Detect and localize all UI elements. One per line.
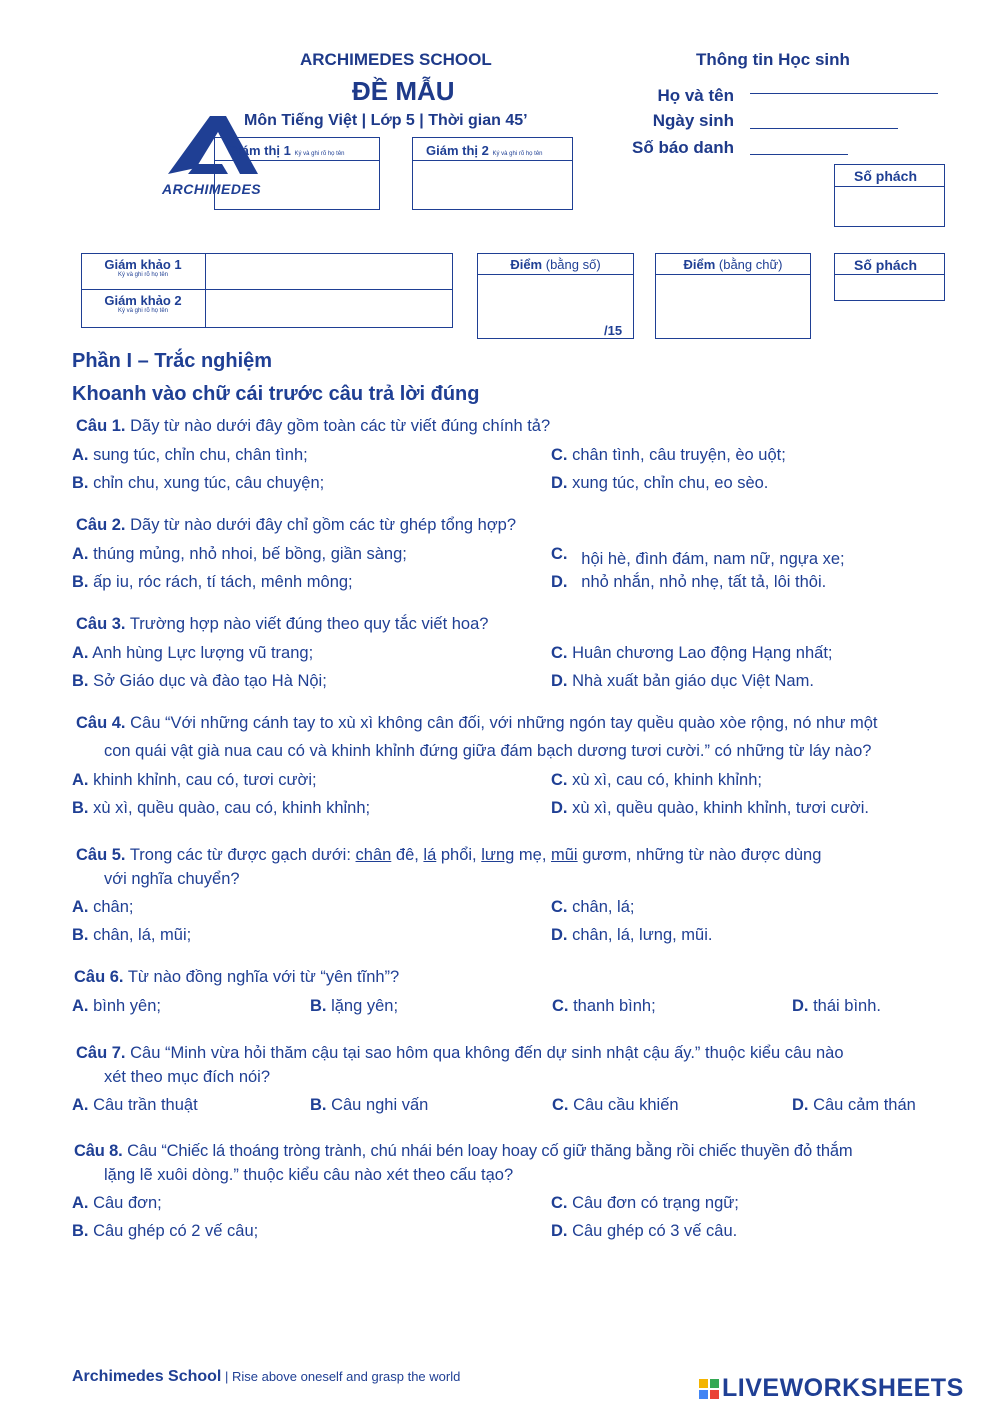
q1-option-c[interactable]: C. chân tình, câu truyện, èo uột; — [551, 446, 786, 464]
q7-option-d[interactable]: D. Câu cảm thán — [792, 1096, 916, 1114]
q5-option-c[interactable]: C. chân, lá; — [551, 898, 635, 916]
student-id-line[interactable] — [750, 153, 848, 155]
q4-option-c[interactable]: C. xù xì, cau có, khinh khỉnh; — [551, 771, 762, 789]
school-name: ARCHIMEDES SCHOOL — [300, 50, 492, 69]
score-number-label: Điểm (bằng số) — [510, 257, 601, 272]
q6-option-b[interactable]: B. lặng yên; — [310, 997, 399, 1015]
question-7: Câu 7. Câu “Minh vừa hỏi thăm cậu tại sao hôm qua không đến dự sinh nhật cậu ấy.” thuộc kiểu câu nào — [76, 1044, 844, 1062]
proctor-2-label: Giám thị 2 Ký và ghi rõ họ tên — [426, 143, 543, 158]
q5-option-d[interactable]: D. chân, lá, lưng, mũi. — [551, 926, 713, 944]
question-5: Câu 5. Trong các từ được gạch dưới: chân đê, lá phổi, lưng mẹ, mũi gươm, những từ nào được dùng — [76, 846, 822, 864]
q2-option-d[interactable]: D. nhỏ nhắn, nhỏ nhẹ, tất tả, lôi thôi. — [551, 573, 827, 591]
q8-option-d[interactable]: D. Câu ghép có 3 vế câu. — [551, 1222, 738, 1240]
student-info-title: Thông tin Học sinh — [696, 50, 850, 69]
proctor-1-label: Giám thị 1 Ký và ghi rõ họ tên — [228, 143, 345, 158]
q4-option-b[interactable]: B. xù xì, quều quào, cau có, khinh khỉnh; — [72, 799, 371, 817]
q1-option-a[interactable]: A. sung túc, chỉn chu, chân tình; — [72, 446, 308, 464]
q4-option-a[interactable]: A. khinh khỉnh, cau có, tươi cười; — [72, 771, 317, 789]
q7-option-c[interactable]: C. Câu cầu khiến — [552, 1096, 679, 1114]
q6-option-a[interactable]: A. bình yên; — [72, 997, 161, 1015]
name-line[interactable] — [750, 92, 938, 94]
q7-option-a[interactable]: A. Câu trần thuật — [72, 1096, 198, 1114]
question-2: Câu 2. Dãy từ nào dưới đây chỉ gồm các từ ghép tổng hợp? — [76, 516, 517, 534]
student-id-label: Số báo danh — [632, 138, 734, 157]
question-8-line-2: lặng lẽ xuôi dòng.” thuộc kiểu câu nào xét theo cấu tạo? — [104, 1166, 514, 1184]
question-7-line-2: xét theo mục đích nói? — [104, 1068, 271, 1086]
so-phach-bottom-label: Số phách — [854, 257, 918, 273]
score-max: /15 — [604, 323, 623, 338]
q7-option-b[interactable]: B. Câu nghi vấn — [310, 1096, 429, 1114]
q2-option-b[interactable]: B. ấp iu, róc rách, tí tách, mênh mông; — [72, 573, 353, 591]
part-title: Phần I – Trắc nghiệm — [72, 350, 273, 372]
part-instruction: Khoanh vào chữ cái trước câu trả lời đúng — [72, 383, 480, 405]
q3-option-c[interactable]: C. Huân chương Lao động Hạng nhất; — [551, 644, 833, 662]
question-3: Câu 3. Trường hợp nào viết đúng theo quy tắc viết hoa? — [76, 615, 489, 633]
q2-option-c[interactable]: C. hội hè, đình đám, nam nữ, ngựa xe; — [551, 545, 845, 568]
q3-option-a[interactable]: A. Anh hùng Lực lượng vũ trang; — [72, 644, 314, 662]
examiner-1-label: Giám khảo 1 Ký và ghi rõ họ tên — [104, 257, 182, 278]
score-word-label: Điểm (bằng chữ) — [683, 257, 783, 272]
q1-option-b[interactable]: B. chỉn chu, xung túc, câu chuyện; — [72, 474, 325, 492]
q8-option-c[interactable]: C. Câu đơn có trạng ngữ; — [551, 1194, 739, 1212]
q3-option-b[interactable]: B. Sở Giáo dục và đào tạo Hà Nội; — [72, 672, 327, 690]
q5-option-a[interactable]: A. chân; — [72, 898, 134, 916]
question-1: Câu 1. Dãy từ nào dưới đây gồm toàn các từ viết đúng chính tả? — [76, 417, 551, 435]
question-8: Câu 8. Câu “Chiếc lá thoáng tròng trành, chú nhái bén loay hoay cố giữ thăng bằng rồi chiếc thuyền đỏ thắm — [74, 1142, 853, 1160]
exam-title: ĐỀ MẪU — [352, 76, 455, 106]
dob-label: Ngày sinh — [652, 111, 734, 130]
liveworksheets-text: LIVEWORKSHEETS — [722, 1374, 964, 1402]
question-4-line-2: con quái vật già nua cau có và khinh khỉnh đứng giữa đám bạch dương tươi cười.” có những từ láy nào? — [104, 742, 872, 760]
subject-line: Môn Tiếng Việt | Lớp 5 | Thời gian 45’ — [244, 112, 528, 129]
q8-option-a[interactable]: A. Câu đơn; — [72, 1194, 162, 1212]
q6-option-d[interactable]: D. thái bình. — [792, 997, 881, 1015]
question-6: Câu 6. Từ nào đồng nghĩa với từ “yên tĩnh”? — [74, 968, 400, 986]
q1-option-d[interactable]: D. xung túc, chỉn chu, eo sèo. — [551, 474, 769, 492]
question-4: Câu 4. Câu “Với những cánh tay to xù xì không cân đối, với những ngón tay quều quào xòe rộng, nó như một — [76, 714, 878, 732]
name-label: Họ và tên — [657, 86, 734, 105]
liveworksheets-logo[interactable] — [698, 1374, 964, 1403]
q6-option-c[interactable]: C. thanh bình; — [552, 997, 656, 1015]
q2-option-a[interactable]: A. thúng mủng, nhỏ nhoi, bế bồng, giần sàng; — [72, 545, 407, 563]
so-phach-top-label: Số phách — [854, 168, 918, 184]
examiner-2-label: Giám khảo 2 Ký và ghi rõ họ tên — [104, 293, 182, 314]
logo-text: ARCHIMEDES — [162, 181, 262, 197]
q3-option-d[interactable]: D. Nhà xuất bản giáo dục Việt Nam. — [551, 672, 814, 690]
q8-option-b[interactable]: B. Câu ghép có 2 vế câu; — [72, 1222, 259, 1240]
question-5-line-2: với nghĩa chuyển? — [104, 870, 240, 888]
q5-option-b[interactable]: B. chân, lá, mũi; — [72, 926, 192, 944]
dob-line[interactable] — [750, 127, 898, 129]
q4-option-d[interactable]: D. xù xì, quều quào, khinh khỉnh, tươi cười. — [551, 799, 869, 817]
liveworksheets-squares-icon — [698, 1378, 720, 1400]
footer-school: Archimedes School | Rise above oneself and grasp the world — [72, 1368, 461, 1385]
